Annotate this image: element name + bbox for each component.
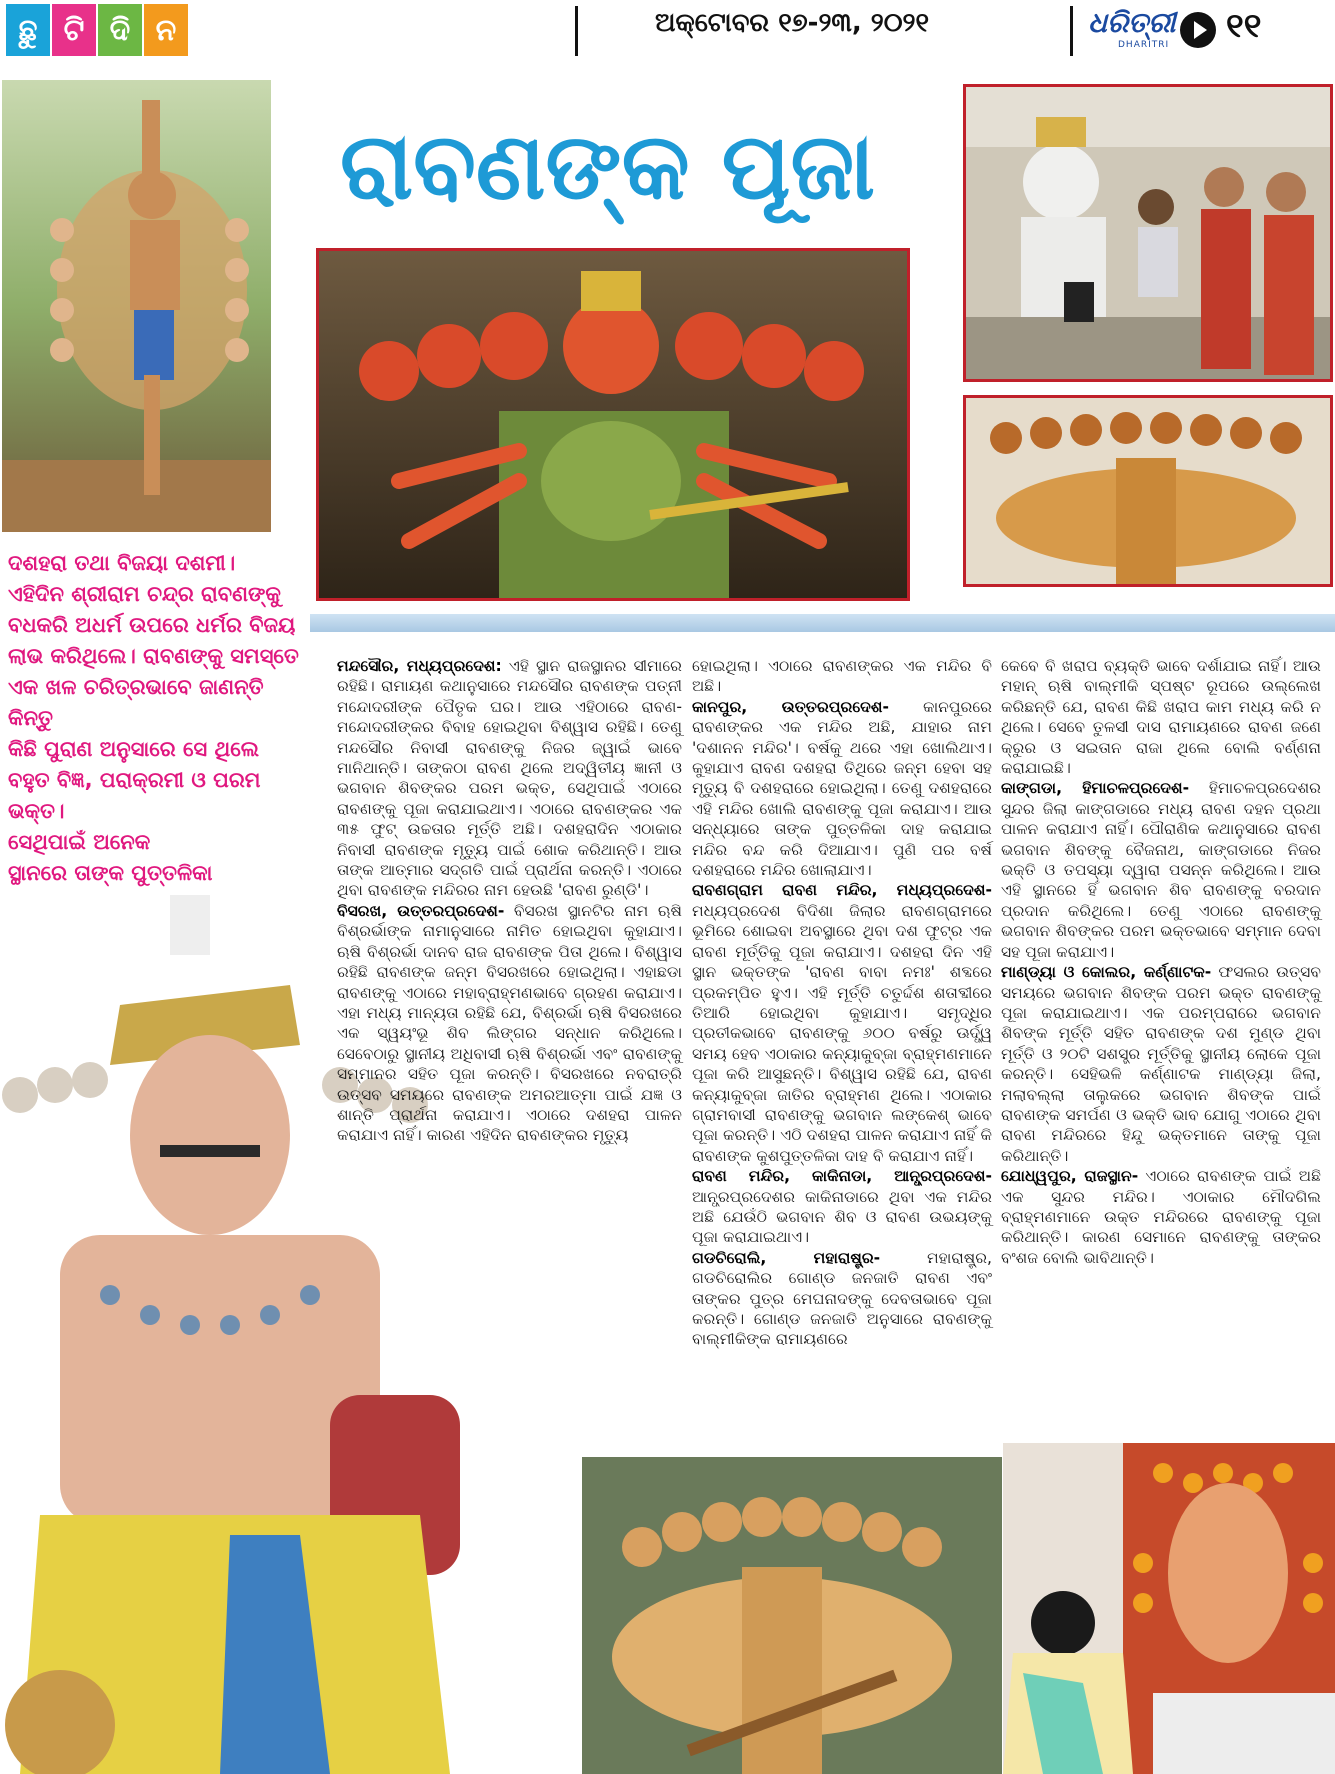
paragraph-text: ଫସଲର ଉତ୍ସବ ସମୟରେ ଭଗବାନ ଶିବଙ୍କ ପରମ ଭକ୍ତ ରାବଣଙ୍କୁ ପୂଜା କରାଯାଇଥାଏ। ଏକ ପରମ୍ପରାରେ ଭଗବାନ ଶିବଙ୍କ ମୂର୍ତ୍ତି ସହିତ ରାବଣଙ୍କ ଦଶ ମୁଣ୍ଡ ଥିବା ମୂର୍ତ୍ତି ଓ ୨୦ଟି ସଶସ୍ତ୍ର ମୂର୍ତ୍ତିକୁ ସ୍ଥାନୀୟ ଲୋକେ ପୂଜା କରନ୍ତି। ସେହିଭଳି କର୍ଣ୍ଣାଟକ ମାଣ୍ଡ୍ୟା ଜିଲା, ମଲାବଲ୍ଲା ତାଲୁକରେ ଭଗବାନ ଶିବଙ୍କ ପାଇଁ ରାବଣଙ୍କ ସମର୍ପଣ ଓ ଭକ୍ତି ଭାବ ଯୋଗୁ ଏଠାରେ ଥିବା ରାବଣ ମନ୍ଦିରରେ ହିନ୍ଦୁ ଭକ୍ତମାନେ ତାଙ୍କୁ ପୂଜା କରିଥାନ୍ତି। bbox=[1001, 963, 1321, 1165]
newspaper-logo-subtext: DHARITRI bbox=[1118, 40, 1170, 50]
place-heading: କାଙ୍ଗଡା, ହିମାଚଳପ୍ରଦେଶ- bbox=[1001, 779, 1190, 798]
intro-paragraph: ଦଶହରା ତଥା ବିଜୟା ଦଶମୀ। ଏହିଦିନ ଶ୍ରୀରାମ ଚନ୍ଦ୍ର ରାବଣଙ୍କୁ ବଧକରି ଅଧର୍ମ ଉପରେ ଧର୍ମର ବିଜୟ ଲାଭ କରିଥିଲେ। ରାବଣଙ୍କୁ ସମସ୍ତେ ଏକ ଖଳ ଚରିତ୍ରଭାବେ ଜାଣନ୍ତି କିନ୍ତୁ କିଛି ପୁରାଣ ଅନୁସାରେ ସେ ଥିଲେ ବହୁତ ବିଜ୍ଞ, ପରାକ୍ରମୀ ଓ ପରମ ଭକ୍ତ। ସେଥିପାଇଁ ଅନେକ ସ୍ଥାନରେ ତାଙ୍କ ପୁତ୍ତଳିକା bbox=[8, 551, 299, 885]
place-heading: ଯୋଧ୍ୱପୁର, ରାଜସ୍ଥାନ- bbox=[1001, 1167, 1139, 1186]
article-paragraph bbox=[1001, 1166, 1321, 1268]
article-column-1 bbox=[337, 656, 682, 1146]
article-paragraph bbox=[692, 880, 992, 1166]
paragraph-text: ବିସରଖ ସ୍ଥାନଟିର ନାମ ଋଷି ବିଶ୍ରର୍ଭାଙ୍କ ନାମାନୁସାରେ ନାମିତ ହୋଇଥିବା କୁହାଯାଏ। ଋଷି ବିଶ୍ରର୍ଭା ଦାନବ ରାଜ ରାବଣଙ୍କ ପିତା ଥିଲେ। ବିଶ୍ୱାସ ରହିଛି ରାବଣଙ୍କ ଜନ୍ମ ବିସରଖରେ ହୋଇଥିଲା। ଏହାଛଡା ରାବଣଙ୍କୁ ଏଠାରେ ମହାବ୍ରାହ୍ମଣଭାବେ ଗ୍ରହଣ କରାଯାଏ। ଏହା ମଧ୍ୟ ମାନ୍ୟତା ରହିଛି ଯେ, ବିଶ୍ରର୍ଭା ଋଷି ବିସରଖରେ ଏକ ସ୍ୱୟଂଭୂ ଶିବ ଲିଙ୍ଗର ସନ୍ଧାନ କରିଥିଲେ। ସେବେଠାରୁ ସ୍ଥାନୀୟ ଅଧିବାସୀ ଋଷି ବିଶ୍ରର୍ଭା ଏବଂ ରାବଣଙ୍କୁ ସମ୍ମାନର ସହିତ ପୂଜା କରନ୍ତି। ବିସରଖରେ ନବରାତ୍ରି ଉତ୍ସବ ସମୟରେ ରାବଣଙ୍କ ଅମରଆତ୍ମା ପାଇଁ ଯଜ୍ଞ ଓ ଶାନ୍ତି ପ୍ରାର୍ଥନା କରାଯାଏ। ଏଠାରେ ଦଶହରା ପାଳନ କରାଯାଏ ନାହିଁ। କାରଣ ଏହିଦିନ ରାବଣଙ୍କର ମୃତ୍ୟୁ bbox=[337, 901, 682, 1145]
section-band bbox=[310, 614, 1335, 632]
supplement-logo-letter: ଟି bbox=[52, 4, 96, 56]
header-divider bbox=[1070, 6, 1073, 56]
ravana-statue-photo bbox=[2, 80, 271, 532]
golden-ravana-photo bbox=[963, 395, 1333, 587]
article-paragraph bbox=[337, 656, 682, 901]
headline: ରାବଣଙ୍କ ପୂଜା bbox=[340, 113, 875, 220]
article-paragraph bbox=[337, 901, 682, 1146]
play-icon bbox=[1180, 12, 1216, 48]
multi-headed-ravana-photo bbox=[582, 1457, 1002, 1774]
article-paragraph bbox=[1001, 778, 1321, 962]
article-paragraph bbox=[1001, 962, 1321, 1166]
article-column-3 bbox=[1001, 656, 1321, 1268]
paragraph-text: କାନପୁରରେ ରାବଣଙ୍କର ଏକ ମନ୍ଦିର ଅଛି, ଯାହାର ନାମ 'ଦଶାନନ ମନ୍ଦିର'। ବର୍ଷକୁ ଥରେ ଏହା ଖୋଲିଥାଏ। କୁହାଯାଏ ରାବଣ ଦଶହରା ତିଥିରେ ଜନ୍ମ ହେବା ସହ ମୃତ୍ୟୁ ବି ଦଶହରାରେ ହୋଇଥିଲା। ତେଣୁ ଦଶହରାରେ ଏହି ମନ୍ଦିର ଖୋଲି ରାବଣଙ୍କୁ ପୂଜା କରାଯାଏ। ଆଉ ସନ୍ଧ୍ୟାରେ ତାଙ୍କ ପୁତ୍ତଳିକା ଦାହ କରାଯାଇ ମନ୍ଦିର ବନ୍ଦ କରି ଦିଆଯାଏ। ପୁଣି ପର ବର୍ଷ ଦଶହରାରେ ମନ୍ଦିର ଖୋଲାଯାଏ। bbox=[692, 697, 992, 880]
place-heading: ଗଡଚିରୋଲି, ମହାରାଷ୍ଟ୍ର- bbox=[692, 1248, 881, 1267]
issue-date: ଅକ୍ଟୋବର ୧୭-୨୩, ୨୦୨୧ bbox=[655, 8, 930, 38]
paragraph-text: ହୋଇଥିଲା। ଏଠାରେ ରାବଣଙ୍କର ଏକ ମନ୍ଦିର ବି ଅଛି। bbox=[692, 657, 992, 696]
paragraph-text: ଏହି ସ୍ଥାନ ରାଜସ୍ଥାନର ସୀମାରେ ରହିଛି। ରାମାୟଣ କଥାନୁସାରେ ମନ୍ଦସୌର ରାବଣଙ୍କ ପତ୍ନୀ ମନ୍ଦୋଦରୀଙ୍କ ପୈତୃକ ଘର। ଆଉ ଏହିଠାରେ ରାବଣ-ମନ୍ଦୋଦରୀଙ୍କର ବିବାହ ହୋଇଥିବା ବିଶ୍ୱାସ ରହିଛି। ତେଣୁ ମନ୍ଦସୌର ନିବାସୀ ରାବଣଙ୍କୁ ନିଜର ଜ୍ୱାଇଁ ଭାବେ ମାନିଥାନ୍ତି। ତାଙ୍କଠା ରାବଣ ଥିଲେ ଅଦ୍ୱିତୀୟ ଜ୍ଞାନୀ ଓ ଭଗବାନ ଶିବଙ୍କର ପରମ ଭକ୍ତ, ସେଥିପାଇଁ ଏଠାରେ ରାବଣଙ୍କୁ ପୂଜା କରାଯାଇଥାଏ। ଏଠାରେ ରାବଣଙ୍କର ଏକ ୩୫ ଫୁଟ୍ ଉଚ୍ଚତାର ମୂର୍ତ୍ତି ଅଛି। ଦଶହରାଦିନ ଏଠାକାର ନିବାସୀ ରାବଣଙ୍କ ମୃତ୍ୟୁ ପାଇଁ ଶୋକ କରିଥାନ୍ତି। ଆଉ ତାଙ୍କ ଆତ୍ମାର ସଦ୍‌ଗତି ପାଇଁ ପ୍ରାର୍ଥନା କରନ୍ତି। ଏଠାରେ ଥିବା ରାବଣଙ୍କ ମନ୍ଦିରର ନାମ ହେଉଛି 'ରାବଣ ରୁଣ୍ଡି'। bbox=[337, 657, 682, 900]
supplement-logo-letter: ଛୁ bbox=[6, 4, 50, 56]
place-heading: ରାବଣ ମନ୍ଦିର, କାକିନାଡା, ଆନ୍ଧ୍ରପ୍ରଦେଶ- bbox=[692, 1167, 992, 1186]
header-divider bbox=[575, 6, 578, 56]
place-heading: ମାଣ୍ଡ୍ୟା ଓ କୋଲର, କର୍ଣ୍ଣାଟକ- bbox=[1001, 963, 1212, 982]
supplement-logo-letter: ନ bbox=[144, 4, 188, 56]
supplement-logo bbox=[6, 4, 188, 56]
ten-headed-ravana-photo bbox=[316, 248, 910, 601]
place-heading: ବିସରଖ, ଉତ୍ତରପ୍ରଦେଶ- bbox=[337, 901, 505, 920]
page-number: ୧୧ bbox=[1226, 6, 1262, 46]
priests-worship-photo bbox=[963, 84, 1333, 382]
article-paragraph bbox=[692, 1248, 992, 1350]
paragraph-text: ମହାରାଷ୍ଟ୍ର, ଗଡଚିରୋଲିର ଗୋଣ୍ଡ ଜନଜାତି ରାବଣ ଏବଂ ତାଙ୍କର ପୁତ୍ର ମେଘନାଦଙ୍କୁ ଦେବତାଭାବେ ପୂଜା କରନ୍ତି। ଗୋଣ୍ଡ ଜନଜାତି ଅନୁସାରେ ରାବଣଙ୍କୁ ବାଲ୍ମୀକିଙ୍କ ରାମାୟଣରେ bbox=[692, 1248, 992, 1349]
paragraph-text: ଏଠାରେ ରାବଣଙ୍କ ପାଇଁ ଅଛି ଏକ ସୁନ୍ଦର ମନ୍ଦିର। ଏଠାକାର ମୌଦଗିଲ ବ୍ରାହ୍ମଣମାନେ ଉକ୍ତ ମନ୍ଦିରରେ ରାବଣଙ୍କୁ ପୂଜା କରିଥାନ୍ତି। କାରଣ ସେମାନେ ରାବଣଙ୍କୁ ତାଙ୍କର ବଂଶଜ ବୋଲି ଭାବିଥାନ୍ତି। bbox=[1001, 1167, 1321, 1267]
temple-devotee-photo bbox=[1003, 1443, 1335, 1774]
newspaper-logo-text: ଧରିତ୍ରୀ bbox=[1088, 6, 1176, 39]
place-heading: ରାବଣଗ୍ରାମ ରାବଣ ମନ୍ଦିର, ମଧ୍ୟପ୍ରଦେଶ- bbox=[692, 881, 992, 900]
article-paragraph bbox=[692, 656, 992, 697]
supplement-logo-letter: ଦି bbox=[98, 4, 142, 56]
newspaper-logo bbox=[1088, 6, 1174, 50]
place-heading: କାନପୁର, ଉତ୍ତରପ୍ରଦେଶ- bbox=[692, 697, 889, 716]
article-paragraph bbox=[692, 1166, 992, 1248]
paragraph-text: କେବେ ବି ଖରାପ ବ୍ୟକ୍ତି ଭାବେ ଦର୍ଶାଯାଇ ନାହିଁ। ଆଉ ମହାନ୍ ଋଷି ବାଲ୍ମୀକି ସ୍ପଷ୍ଟ ରୂପରେ ଉଲ୍ଲେଖ କରିଛନ୍ତି ଯେ, ରାବଣ କିଛି ଖରାପ କାମ ମଧ୍ୟ କରି ନ ଥିଲେ। ସେବେ ତୁଳସୀ ଦାସ ରାମାୟଣରେ ରାବଣ ଜଣେ କ୍ରୁର ଓ ସଇତାନ ରାଜା ଥିଲେ ବୋଲି ବର୍ଣ୍ଣନା କରାଯାଇଛି। bbox=[1001, 657, 1321, 778]
paragraph-text: ମଧ୍ୟପ୍ରଦେଶ ବିଦିଶା ଜିଲାର ରାବଣଗ୍ରାମରେ ଭୂମିରେ ଶୋଇବା ଅବସ୍ଥାରେ ଥିବା ଦଶ ଫୁଟ୍‌ର ଏକ ରାବଣ ମୂର୍ତ୍ତିକୁ ପୂଜା କରାଯାଏ। ଦଶହରା ଦିନ ଏହି ସ୍ଥାନ ଭକ୍ତଙ୍କ 'ରାବଣ ବାବା ନମଃ' ଶବ୍ଦରେ ପ୍ରକମ୍ପିତ ହୁଏ। ଏହି ମୂର୍ତ୍ତି ଚତୁର୍ଦ୍ଦଶ ଶତାବ୍ଦୀରେ ତିଆରି ହୋଇଥିବା କୁହାଯାଏ। ସମୃଦ୍ଧିର ପ୍ରତୀକଭାବେ ରାବଣଙ୍କୁ ୬୦୦ ବର୍ଷରୁ ଊର୍ଦ୍ଧ୍ୱ ସମୟ ହେବ ଏଠାକାର କନ୍ୟାକୁବ୍ଜା ବ୍ରାହ୍ମଣମାନେ ପୂଜା କରି ଆସୁଛନ୍ତି। ବିଶ୍ୱାସ ରହିଛି ଯେ, ରାବଣ କନ୍ୟାକୁବ୍ଜା ଜାତିର ବ୍ରାହ୍ମଣ ଥିଲେ। ଏଠାକାର ଗ୍ରାମବାସୀ ରାବଣଙ୍କୁ ଭଗବାନ ଲଙ୍କେଶ୍ ଭାବେ ପୂଜା କରନ୍ତି। ଏଠି ଦଶହରା ପାଳନ କରାଯାଏ ନାହିଁ କି ରାବଣଙ୍କ କୁଶପୁତ୍ତଳିକା ଦାହ ବି କରାଯାଏ ନାହିଁ। bbox=[692, 901, 992, 1165]
paragraph-text: ହିମାଚଳପ୍ରଦେଶର ସୁନ୍ଦର ଜିଲା କାଙ୍ଗଡାରେ ମଧ୍ୟ ରାବଣ ଦହନ ପ୍ରଥା ପାଳନ କରାଯାଏ ନାହିଁ। ପୌରାଣିକ କଥାନୁସାରେ ରାବଣ ଭଗବାନ ଶିବଙ୍କୁ ବୈଜନାଥ, କାଙ୍ଗଡାରେ ନିଜର ଭକ୍ତି ଓ ତପସ୍ୟା ଦ୍ୱାରା ପସନ୍ନ କରିଥିଲେ। ଆଉ ଏହି ସ୍ଥାନରେ ହିଁ ଭଗବାନ ଶିବ ରାବଣଙ୍କୁ ବରଦାନ ପ୍ରଦାନ କରିଥିଲେ। ତେଣୁ ଏଠାରେ ରାବଣଙ୍କୁ ଭଗବାନ ଶିବଙ୍କର ପରମ ଭକ୍ତଭାବେ ସମ୍ମାନ ଦେବା ସହ ପୂଜା କରାଯାଏ। bbox=[1001, 779, 1321, 961]
place-heading: ମନ୍ଦସୌର, ମଧ୍ୟପ୍ରଦେଶ: bbox=[337, 657, 502, 675]
article-paragraph bbox=[1001, 656, 1321, 778]
article-paragraph bbox=[692, 697, 992, 881]
paragraph-text: ଆନ୍ଧ୍ରପ୍ରଦେଶର କାକିନାଡାରେ ଥିବା ଏକ ମନ୍ଦିର ଅଛି ଯେଉଁଠି ଭଗବାନ ଶିବ ଓ ରାବଣ ଉଭୟଙ୍କୁ ପୂଜା କରାଯାଇଥାଏ। bbox=[692, 1187, 992, 1247]
article-column-2 bbox=[692, 656, 992, 1350]
